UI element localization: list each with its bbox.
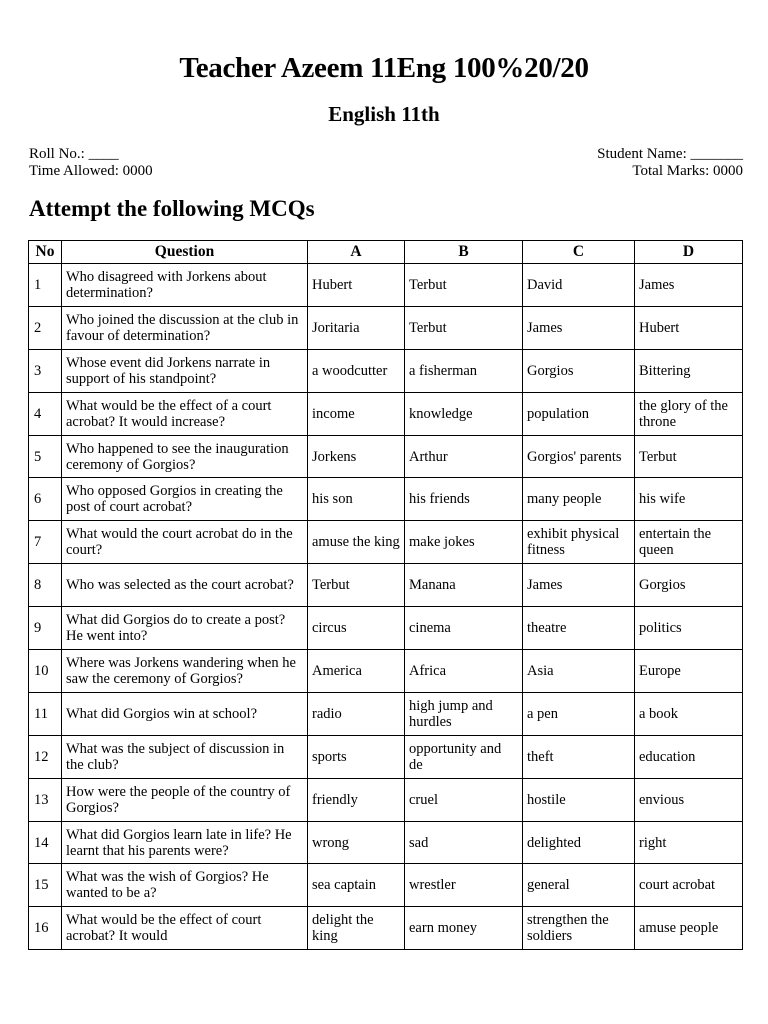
page-subtitle: English 11th xyxy=(328,102,440,126)
table-row xyxy=(29,264,743,307)
cell-option-a: radio xyxy=(308,692,405,735)
cell-option-d: his wife xyxy=(635,478,743,521)
table-row xyxy=(29,392,743,435)
cell-option-a: Hubert xyxy=(308,264,405,307)
cell-option-b: wrestler xyxy=(405,864,523,907)
cell-option-c: James xyxy=(523,564,635,607)
cell-question: What would be the effect of court acrobat? It would xyxy=(62,907,308,950)
cell-option-a: amuse the king xyxy=(308,521,405,564)
roll-no: Roll No.: ____ xyxy=(29,146,119,162)
cell-option-a: America xyxy=(308,650,405,693)
cell-option-b: a fisherman xyxy=(405,349,523,392)
cell-option-a: delight the king xyxy=(308,907,405,950)
cell-question: What would the court acrobat do in the court? xyxy=(62,521,308,564)
table-row xyxy=(29,521,743,564)
student-name: Student Name: _______ xyxy=(597,146,743,162)
cell-option-c: David xyxy=(523,264,635,307)
cell-no: 16 xyxy=(29,907,62,950)
cell-option-a: sea captain xyxy=(308,864,405,907)
header-d: D xyxy=(635,241,743,264)
cell-option-b: Terbut xyxy=(405,264,523,307)
cell-option-d: politics xyxy=(635,607,743,650)
cell-no: 11 xyxy=(29,692,62,735)
cell-option-b: Manana xyxy=(405,564,523,607)
cell-option-d: Terbut xyxy=(635,435,743,478)
meta-left xyxy=(29,146,153,180)
cell-option-a: friendly xyxy=(308,778,405,821)
cell-option-d: Europe xyxy=(635,650,743,693)
cell-option-b: cruel xyxy=(405,778,523,821)
cell-option-d: education xyxy=(635,735,743,778)
cell-option-b: Terbut xyxy=(405,306,523,349)
cell-option-c: Gorgios xyxy=(523,349,635,392)
cell-question: Who opposed Gorgios in creating the post of court acrobat? xyxy=(62,478,308,521)
cell-option-c: many people xyxy=(523,478,635,521)
table-row xyxy=(29,821,743,864)
cell-option-d: court acrobat xyxy=(635,864,743,907)
cell-option-a: a woodcutter xyxy=(308,349,405,392)
cell-question: How were the people of the country of Gorgios? xyxy=(62,778,308,821)
page-title: Teacher Azeem 11Eng 100%20/20 xyxy=(179,52,589,84)
cell-option-b: his friends xyxy=(405,478,523,521)
cell-option-b: make jokes xyxy=(405,521,523,564)
cell-option-a: income xyxy=(308,392,405,435)
table-row xyxy=(29,650,743,693)
mcq-table xyxy=(28,240,743,950)
table-row xyxy=(29,306,743,349)
header-c: C xyxy=(523,241,635,264)
cell-no: 3 xyxy=(29,349,62,392)
cell-option-b: knowledge xyxy=(405,392,523,435)
cell-option-c: delighted xyxy=(523,821,635,864)
cell-option-d: Bittering xyxy=(635,349,743,392)
cell-option-b: cinema xyxy=(405,607,523,650)
cell-no: 4 xyxy=(29,392,62,435)
cell-question: What was the wish of Gorgios? He wanted to be a? xyxy=(62,864,308,907)
table-row xyxy=(29,692,743,735)
table-header-row xyxy=(29,241,743,264)
table-row xyxy=(29,349,743,392)
cell-no: 10 xyxy=(29,650,62,693)
time-allowed: Time Allowed: 0000 xyxy=(29,163,153,179)
cell-option-c: theatre xyxy=(523,607,635,650)
cell-question: Who was selected as the court acrobat? xyxy=(62,564,308,607)
cell-option-c: general xyxy=(523,864,635,907)
cell-option-c: exhibit physical fitness xyxy=(523,521,635,564)
cell-question: Who disagreed with Jorkens about determination? xyxy=(62,264,308,307)
cell-option-a: circus xyxy=(308,607,405,650)
table-row xyxy=(29,607,743,650)
table-row xyxy=(29,478,743,521)
cell-option-d: a book xyxy=(635,692,743,735)
cell-question: What did Gorgios do to create a post? He went into? xyxy=(62,607,308,650)
cell-option-c: Gorgios' parents xyxy=(523,435,635,478)
table-row xyxy=(29,735,743,778)
cell-no: 13 xyxy=(29,778,62,821)
cell-question: Where was Jorkens wandering when he saw the ceremony of Gorgios? xyxy=(62,650,308,693)
cell-option-c: theft xyxy=(523,735,635,778)
cell-option-d: envious xyxy=(635,778,743,821)
cell-option-c: Asia xyxy=(523,650,635,693)
header-no: No xyxy=(29,241,62,264)
table-body xyxy=(29,264,743,950)
table-row xyxy=(29,564,743,607)
cell-no: 6 xyxy=(29,478,62,521)
cell-option-d: amuse people xyxy=(635,907,743,950)
cell-option-d: Gorgios xyxy=(635,564,743,607)
table-row xyxy=(29,435,743,478)
cell-no: 1 xyxy=(29,264,62,307)
cell-option-a: Jorkens xyxy=(308,435,405,478)
cell-option-c: strengthen the soldiers xyxy=(523,907,635,950)
cell-option-a: sports xyxy=(308,735,405,778)
cell-option-a: Terbut xyxy=(308,564,405,607)
cell-option-b: high jump and hurdles xyxy=(405,692,523,735)
cell-option-b: Arthur xyxy=(405,435,523,478)
cell-no: 9 xyxy=(29,607,62,650)
cell-question: Who joined the discussion at the club in favour of determination? xyxy=(62,306,308,349)
cell-no: 15 xyxy=(29,864,62,907)
header-question: Question xyxy=(62,241,308,264)
cell-question: Who happened to see the inauguration ceremony of Gorgios? xyxy=(62,435,308,478)
cell-option-d: right xyxy=(635,821,743,864)
cell-option-d: entertain the queen xyxy=(635,521,743,564)
cell-no: 2 xyxy=(29,306,62,349)
instruction-heading: Attempt the following MCQs xyxy=(29,196,315,221)
table-row xyxy=(29,907,743,950)
cell-no: 12 xyxy=(29,735,62,778)
cell-option-b: sad xyxy=(405,821,523,864)
cell-question: What would be the effect of a court acrobat? It would increase? xyxy=(62,392,308,435)
cell-option-d: the glory of the throne xyxy=(635,392,743,435)
cell-option-a: wrong xyxy=(308,821,405,864)
total-marks: Total Marks: 0000 xyxy=(632,163,743,179)
header-b: B xyxy=(405,241,523,264)
table-row xyxy=(29,864,743,907)
table-row xyxy=(29,778,743,821)
cell-no: 7 xyxy=(29,521,62,564)
cell-option-d: Hubert xyxy=(635,306,743,349)
cell-option-b: Africa xyxy=(405,650,523,693)
cell-option-b: opportunity and de xyxy=(405,735,523,778)
cell-question: What did Gorgios learn late in life? He learnt that his parents were? xyxy=(62,821,308,864)
cell-option-d: James xyxy=(635,264,743,307)
meta-right xyxy=(597,146,743,180)
cell-option-a: his son xyxy=(308,478,405,521)
cell-option-a: Joritaria xyxy=(308,306,405,349)
cell-question: Whose event did Jorkens narrate in support of his standpoint? xyxy=(62,349,308,392)
cell-no: 5 xyxy=(29,435,62,478)
cell-option-b: earn money xyxy=(405,907,523,950)
cell-option-c: population xyxy=(523,392,635,435)
cell-no: 14 xyxy=(29,821,62,864)
header-a: A xyxy=(308,241,405,264)
cell-question: What did Gorgios win at school? xyxy=(62,692,308,735)
cell-option-c: hostile xyxy=(523,778,635,821)
cell-option-c: James xyxy=(523,306,635,349)
cell-no: 8 xyxy=(29,564,62,607)
cell-question: What was the subject of discussion in the club? xyxy=(62,735,308,778)
cell-option-c: a pen xyxy=(523,692,635,735)
